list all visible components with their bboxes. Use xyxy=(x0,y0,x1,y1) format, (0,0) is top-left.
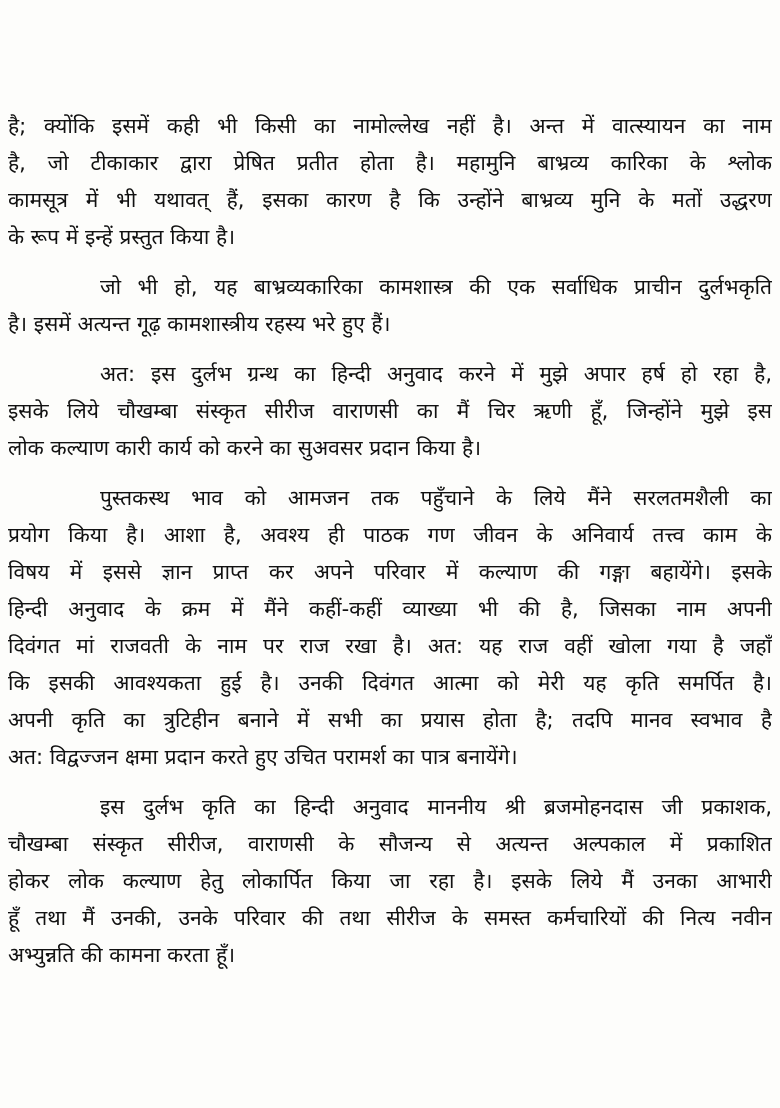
text-line: चौखम्बा संस्कृत सीरीज, वाराणसी के सौजन्य से अत्यन्त अल्पकाल में प्रकाशित xyxy=(8,832,772,856)
paragraph-3 xyxy=(8,356,772,467)
text-line: है, जो टीकाकार द्वारा प्रेषित प्रतीत होता है। महामुनि बाभ्रव्य कारिका के श्लोक xyxy=(8,151,772,175)
text-line: जो भी हो, यह बाभ्रव्यकारिका कामशास्त्र की एक सर्वाधिक प्राचीन दुर्लभकृति xyxy=(100,275,772,299)
text-line: है; क्योंकि इसमें कही भी किसी का नामोल्लेख नहीं है। अन्त में वात्स्यायन का नाम xyxy=(8,114,772,138)
text-line: दिवंगत मां राजवती के नाम पर राज रखा है। अत: यह राज वहीं खोला गया है जहाँ xyxy=(8,634,772,658)
text-line: हिन्दी अनुवाद के क्रम में मैंने कहीं-कहीं व्याख्या भी की है, जिसका नाम अपनी xyxy=(8,597,772,621)
document-page xyxy=(8,108,772,987)
text-line: कि इसकी आवश्यकता हुई है। उनकी दिवंगत आत्मा को मेरी यह कृति समर्पित है। xyxy=(8,671,772,695)
text-line: है। इसमें अत्यन्त गूढ़ कामशास्त्रीय रहस्य भरे हुए हैं। xyxy=(8,312,391,336)
text-line: के रूप में इन्हें प्रस्तुत किया है। xyxy=(8,225,236,249)
text-line: इस दुर्लभ कृति का हिन्दी अनुवाद माननीय श्री ब्रजमोहनदास जी प्रकाशक, xyxy=(100,795,772,819)
paragraph-1 xyxy=(8,108,772,256)
text-line: अभ्युन्नति की कामना करता हूँ। xyxy=(8,943,236,967)
text-line: पुस्तकस्थ भाव को आमजन तक पहुँचाने के लिये मैंने सरलतमशैली का xyxy=(100,486,772,510)
text-line: विषय में इससे ज्ञान प्राप्त कर अपने परिवार में कल्याण की गङ्गा बहायेंगे। इसके xyxy=(8,560,772,584)
paragraph-5 xyxy=(8,789,772,974)
text-line: अत: इस दुर्लभ ग्रन्थ का हिन्दी अनुवाद करने में मुझे अपार हर्ष हो रहा है, xyxy=(100,362,772,386)
paragraph-2 xyxy=(8,269,772,343)
text-line: होकर लोक कल्याण हेतु लोकार्पित किया जा रहा है। इसके लिये मैं उनका आभारी xyxy=(8,869,772,893)
text-line: अत: विद्वज्जन क्षमा प्रदान करते हुए उचित परामर्श का पात्र बनायेंगे। xyxy=(8,745,518,769)
paragraph-4 xyxy=(8,480,772,776)
text-line: हूँ तथा मैं उनकी, उनके परिवार की तथा सीरीज के समस्त कर्मचारियों की नित्य नवीन xyxy=(8,906,772,930)
text-line: प्रयोग किया है। आशा है, अवश्य ही पाठक गण जीवन के अनिवार्य तत्त्व काम के xyxy=(8,523,772,547)
text-line: अपनी कृति का त्रुटिहीन बनाने में सभी का प्रयास होता है; तदपि मानव स्वभाव है xyxy=(8,708,772,732)
text-line: कामसूत्र में भी यथावत् हैं, इसका कारण है कि उन्होंने बाभ्रव्य मुनि के मतों उद्धरण xyxy=(8,188,772,212)
text-line: इसके लिये चौखम्बा संस्कृत सीरीज वाराणसी का मैं चिर ऋणी हूँ, जिन्होंने मुझे इस xyxy=(8,399,772,423)
text-line: लोक कल्याण कारी कार्य को करने का सुअवसर प्रदान किया है। xyxy=(8,436,482,460)
